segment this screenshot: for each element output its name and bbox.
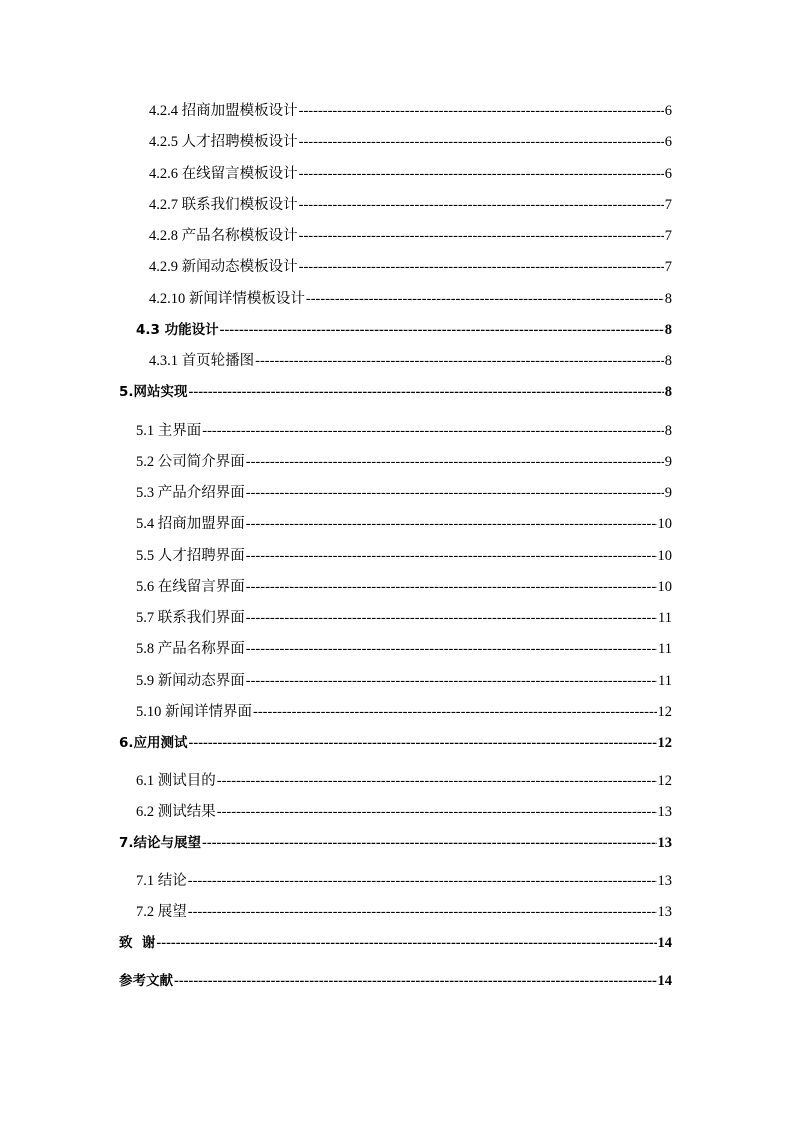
toc-page-number: 13	[657, 804, 672, 820]
toc-leader	[188, 902, 657, 922]
toc-leader	[299, 164, 664, 184]
toc-leader	[246, 546, 657, 566]
toc-leader	[217, 802, 657, 822]
toc-leader	[188, 871, 657, 891]
toc-page-number: 10	[657, 579, 672, 595]
toc-entry[interactable]	[149, 101, 672, 121]
toc-leader	[202, 833, 656, 853]
toc-leader	[156, 933, 656, 953]
toc-entry[interactable]	[136, 702, 672, 722]
toc-entry[interactable]	[136, 771, 672, 791]
toc-entry-label: 5.1 主界面	[136, 423, 202, 439]
toc-entry[interactable]	[136, 671, 672, 691]
toc-page-number: 12	[657, 773, 672, 789]
toc-leader	[217, 771, 657, 791]
toc-entry[interactable]	[149, 164, 672, 184]
toc-leader	[174, 971, 657, 991]
toc-leader	[299, 257, 664, 277]
toc-leader	[306, 289, 664, 309]
toc-leader	[246, 514, 657, 534]
toc-page-number: 8	[664, 322, 672, 338]
toc-entry-label: 4.2.5 人才招聘模板设计	[149, 134, 298, 150]
toc-page-number: 7	[664, 197, 672, 213]
toc-page-number: 8	[664, 291, 672, 307]
toc-entry-label: 参考文献	[119, 973, 173, 989]
toc-page-number: 6	[664, 166, 672, 182]
toc-entry-label: 致 谢	[119, 935, 156, 951]
toc-entry-label: 4.2.8 产品名称模板设计	[149, 228, 298, 244]
toc-leader	[246, 671, 657, 691]
toc-page-number: 7	[664, 259, 672, 275]
toc-entry[interactable]	[149, 257, 672, 277]
toc-page-number: 12	[657, 735, 672, 751]
toc-page-number: 13	[657, 835, 672, 851]
toc-entry-label: 6.2 测试结果	[136, 804, 216, 820]
toc-entry-label: 4.2.6 在线留言模板设计	[149, 166, 298, 182]
toc-entry[interactable]	[136, 320, 672, 340]
toc-page-number: 11	[658, 641, 672, 657]
toc-entry-label: 5.6 在线留言界面	[136, 579, 245, 595]
toc-page-number: 11	[658, 610, 672, 626]
toc-entry-label: 6.应用测试	[119, 735, 188, 751]
toc-page-number: 10	[657, 548, 672, 564]
toc-page-number: 6	[664, 134, 672, 150]
toc-leader	[189, 382, 664, 402]
toc-entry-label: 5.3 产品介绍界面	[136, 485, 245, 501]
toc-leader	[299, 132, 664, 152]
toc-entry[interactable]	[136, 902, 672, 922]
toc-entry[interactable]	[149, 132, 672, 152]
toc-leader	[246, 639, 657, 659]
toc-page-number: 8	[664, 384, 672, 400]
toc-entry[interactable]	[149, 226, 672, 246]
toc-entry-label: 5.4 招商加盟界面	[136, 516, 245, 532]
toc-page-number: 13	[657, 873, 672, 889]
toc-page-number: 8	[664, 423, 672, 439]
toc-entry[interactable]	[119, 382, 672, 402]
toc-entry[interactable]	[136, 514, 672, 534]
toc-page-number: 14	[657, 935, 672, 951]
toc-entry[interactable]	[136, 608, 672, 628]
toc-entry-label: 4.3 功能设计	[136, 322, 219, 338]
toc-leader	[299, 195, 664, 215]
toc-entry-label: 4.2.4 招商加盟模板设计	[149, 103, 298, 119]
toc-leader	[299, 101, 664, 121]
toc-leader	[202, 421, 664, 441]
toc-entry[interactable]	[136, 421, 672, 441]
toc-entry-label: 4.2.7 联系我们模板设计	[149, 197, 298, 213]
toc-page-number: 7	[664, 228, 672, 244]
toc-page-number: 8	[664, 353, 672, 369]
toc-entry[interactable]	[136, 577, 672, 597]
toc-entry-label: 5.9 新闻动态界面	[136, 673, 245, 689]
toc-entry[interactable]	[119, 833, 672, 853]
toc-page-number: 11	[658, 673, 672, 689]
toc-entry[interactable]	[149, 289, 672, 309]
toc-entry[interactable]	[136, 639, 672, 659]
toc-entry-label: 7.1 结论	[136, 873, 187, 889]
toc-entry-label: 5.10 新闻详情界面	[136, 704, 252, 720]
toc-leader	[246, 483, 664, 503]
toc-leader	[189, 733, 657, 753]
toc-entry[interactable]	[136, 802, 672, 822]
toc-page-number: 10	[657, 516, 672, 532]
toc-entry[interactable]	[136, 871, 672, 891]
toc-page-number: 9	[664, 485, 672, 501]
toc-entry-label: 4.2.10 新闻详情模板设计	[149, 291, 305, 307]
toc-page-number: 9	[664, 454, 672, 470]
toc-entry[interactable]	[136, 546, 672, 566]
toc-entry[interactable]	[119, 933, 672, 953]
toc-entry-label: 4.2.9 新闻动态模板设计	[149, 259, 298, 275]
toc-page-number: 12	[657, 704, 672, 720]
toc-leader	[246, 608, 657, 628]
toc-entry[interactable]	[149, 351, 672, 371]
toc-entry[interactable]	[119, 971, 672, 991]
toc-entry-label: 7.结论与展望	[119, 835, 202, 851]
toc-entry[interactable]	[136, 452, 672, 472]
toc-page-number: 14	[657, 973, 672, 989]
toc-entry-label: 5.网站实现	[119, 384, 188, 400]
toc-entry-label: 5.8 产品名称界面	[136, 641, 245, 657]
toc-leader	[299, 226, 664, 246]
toc-leader	[220, 320, 664, 340]
toc-leader	[246, 577, 657, 597]
toc-leader	[253, 702, 657, 722]
toc-entry[interactable]	[149, 195, 672, 215]
toc-entry[interactable]	[119, 733, 672, 753]
toc-leader	[255, 351, 664, 371]
toc-page-number: 6	[664, 103, 672, 119]
toc-entry-label: 6.1 测试目的	[136, 773, 216, 789]
toc-entry[interactable]	[136, 483, 672, 503]
toc-entry-label: 7.2 展望	[136, 904, 187, 920]
toc-leader	[246, 452, 664, 472]
toc-page-number: 13	[657, 904, 672, 920]
toc-entry-label: 5.7 联系我们界面	[136, 610, 245, 626]
toc-entry-label: 5.5 人才招聘界面	[136, 548, 245, 564]
toc-entry-label: 4.3.1 首页轮播图	[149, 353, 255, 369]
toc-entry-label: 5.2 公司简介界面	[136, 454, 245, 470]
